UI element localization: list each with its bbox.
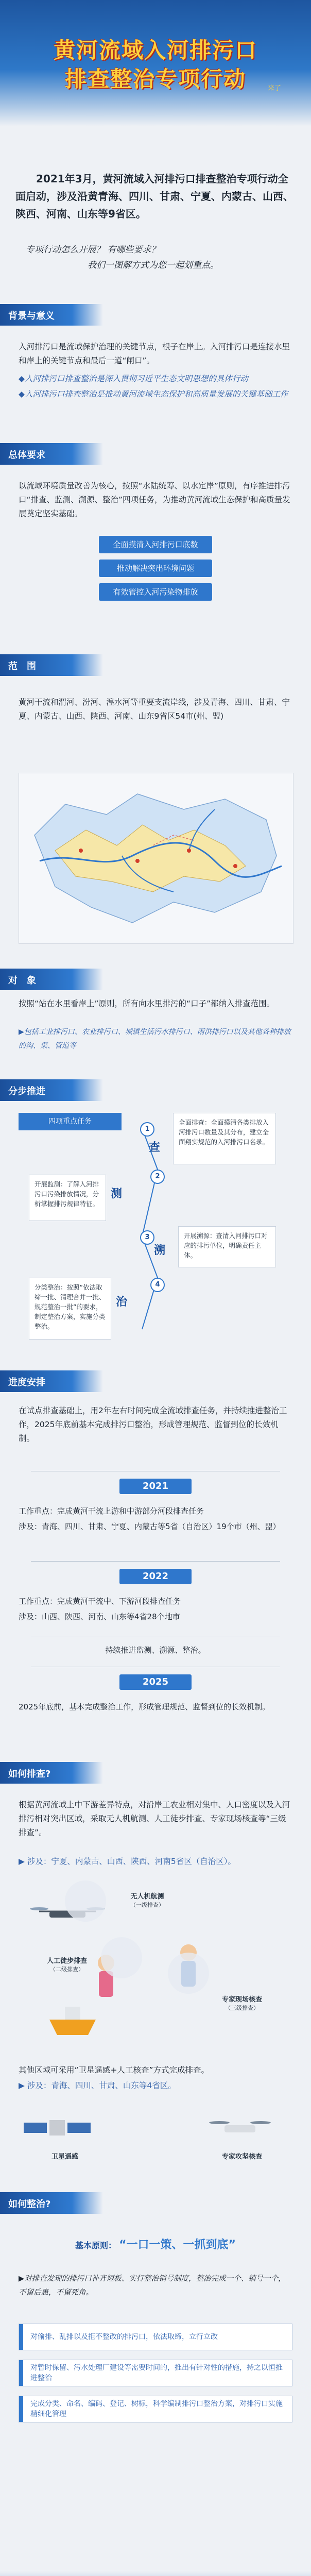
intro-paragraph: 2021年3月，黄河流域入河排污口排查整治专项行动全面启动，涉及沿黄青海、四川、甘肃、宁夏、内蒙古、山西、陕西、河南、山东等9省区。 [15, 173, 293, 220]
boat-icon [49, 2007, 96, 2035]
section-target-title: 对 象 [8, 975, 36, 986]
four-tasks-diagram [19, 1108, 292, 1370]
howto-paragraph: 根据黄河流域上中下游差异特点，对沿岸工农业相对集中、人口密度以及入河排污相对突出区域，采取无人机航测、人工徒步排查、专家现场核查等“三级排查”。 [19, 1800, 290, 1837]
background-bullet-2: ◆入河排污口排查整治是推动黄河流域生态保护和高质量发展的关键基础工作 [19, 389, 288, 399]
level3-sub: （三级排查） [225, 2005, 259, 2011]
intro-hint-line2: 我们一图解方式为您一起划重点。 [88, 260, 219, 270]
year-2025-text: 2025年底前，基本完成整治工作，形成管理规范、监督到位的长效机制。 [19, 1702, 270, 1711]
divider [31, 1561, 280, 1562]
task-title-bar: 四项重点任务 [19, 1113, 122, 1130]
list-accent-bar [19, 2360, 23, 2386]
footer-banner [0, 2571, 311, 2576]
principle-text: “一口一策、一抓到底” [119, 2239, 236, 2251]
step-number-3: 3 [140, 1230, 154, 1245]
section-howto-title: 如何排查? [8, 1769, 51, 1780]
step-1-text: 全面排查：全面摸清各类排放入河排污口数量及其分布，建立全面翔实规范的入河排污口名录。 [173, 1113, 276, 1164]
goal-pill-3: 有效管控入河污染物排放 [99, 583, 212, 601]
satellite-label: 卫星遥感 [51, 2153, 78, 2161]
goal-pill-1: 全面摸清入河排污口底数 [99, 536, 212, 553]
section-requirements-head [0, 443, 103, 465]
level2-sub: （二级排查） [50, 1966, 84, 1973]
section-steps-title: 分步推进 [8, 1086, 45, 1097]
rectify-item-1 [19, 2324, 292, 2350]
step-2-text: 开展监测：了解入河排污口污染排放情况，分析掌握排污规律特征。 [29, 1175, 106, 1221]
level1-label [116, 1891, 178, 1909]
section-scope-head [0, 654, 103, 676]
target-detail: ▶包括工业排污口、农业排污口、城镇生活污水排污口、雨洪排污口以及其他各种排放的沟、渠、管道等 [19, 1028, 291, 1050]
step-tag-1: 查 [148, 1141, 160, 1154]
progress-paragraph: 在试点排查基础上，用2年左右时间完成全流域排查任务，并持续推进整治工作，2025年底前基本完成排污口整治，形成管理规范、监督到位的长效机制。 [19, 1406, 287, 1443]
rectify-item-1-text: 对偷排、乱排以及拒不整改的排污口，依法取缔，立行立改 [30, 2333, 218, 2341]
list-accent-bar [19, 2324, 23, 2350]
rectify-item-3-text: 完成分类、命名、编码、登记、树标，科学编制排污口整治方案，对排污口实施精细化管理 [30, 2400, 283, 2418]
step-number-2: 2 [150, 1170, 165, 1184]
year-pill-2025: 2025 [119, 1674, 192, 1690]
section-rectify-title: 如何整治? [8, 2199, 51, 2210]
level3-label [206, 1994, 278, 2012]
yellow-river-map [19, 773, 293, 944]
year-pill-2022: 2022 [119, 1569, 192, 1584]
principle-line [19, 2236, 292, 2252]
requirements-paragraph: 以流域环境质量改善为核心，按照“水陆统筹、以水定岸”原则，有序推进排污口“排查、监测、溯源、整治”四项任务，为推动黄河流域生态保护和高质量发展奠定坚实基础。 [19, 481, 290, 518]
step-3-text: 开展溯源：查清入河排污口对应的排污单位，明确责任主体。 [178, 1226, 276, 1267]
rectify-paragraph: ▶对排查发现的排污口补齐短板、实行整治销号制度，整治完成一个、销号一个，不留后患，不留死角。 [19, 2275, 286, 2297]
hero-title [36, 36, 275, 94]
section-background-head [0, 304, 103, 326]
hero-title-line2: 排查整治专项行动 [64, 66, 246, 92]
section-howto-head [0, 1762, 103, 1784]
rectify-item-2 [19, 2360, 292, 2386]
level1-sub: （一级排查） [130, 1902, 164, 1908]
intro-hint [26, 242, 285, 273]
map-illustration [19, 773, 293, 943]
section-target-head [0, 969, 103, 990]
section-progress-head [0, 1370, 103, 1392]
section-rectify-head [0, 2192, 103, 2214]
principle-label: 基本原则： [75, 2241, 116, 2250]
level1-title: 无人机航测 [130, 1893, 164, 1901]
target-paragraph: 按照“站在水里看岸上”原则，所有向水里排污的“口子”都纳入排查范围。 [19, 999, 275, 1008]
year-2021-work: 工作重点：完成黄河干流上游和中游部分河段排查任务 [19, 1506, 204, 1516]
hero-badge: 来了 [268, 84, 282, 92]
level2-label [31, 1955, 103, 1973]
goal-pill-2: 推动解决突出环境问题 [99, 560, 212, 577]
step-tag-4: 治 [115, 1295, 127, 1309]
background-paragraph: 入河排污口是流域保护治理的关键节点，根子在岸上。入河排污口是连接水里和岸上的关键节点和最后一道“闸口”。 [19, 342, 290, 365]
year-2022-scope: 涉及：山西、陕西、河南、山东等4省28个地市 [19, 1612, 180, 1621]
section-requirements-title: 总体要求 [8, 450, 45, 461]
rectify-item-3 [19, 2396, 292, 2422]
ongoing-note: 持续推进监测、溯源、整治。 [105, 1646, 206, 1655]
intro-hint-line1: 专项行动怎么开展？ 有哪些要求？ [26, 245, 160, 255]
section-scope-title: 范 围 [8, 661, 36, 672]
background-bullet-1: ◆入河排污口排查整治是深入贯彻习近平生态文明思想的具体行动 [19, 374, 248, 383]
step-4-text: 分类整治：按照“依法取缔一批、清理合并一批、规范整治一批”的要求，制定整治方案，实施分类整治。 [29, 1278, 111, 1340]
hero-banner [0, 0, 311, 126]
hero-title-line1: 黄河流域入河排污口 [53, 38, 257, 63]
rectify-item-2-text: 对暂时保留、污水处理厂建设等需要时间的，推出有针对性的措施，持之以恒推进整治 [30, 2364, 283, 2382]
howto-scope-2: ▶ 涉及：青海、四川、甘肃、山东等4省区。 [19, 2081, 176, 2090]
step-tag-3: 溯 [153, 1244, 165, 1257]
expert-team-label: 专家攻坚核查 [221, 2153, 262, 2161]
year-pill-2021: 2021 [119, 1479, 192, 1494]
year-2022-work: 工作重点：完成黄河干流中、下游河段排查任务 [19, 1597, 181, 1606]
section-progress-title: 进度安排 [8, 1377, 45, 1388]
step-number-1: 1 [140, 1122, 154, 1137]
scope-paragraph: 黄河干流和渭河、汾河、湟水河等重要支流岸线，涉及青海、四川、甘肃、宁夏、内蒙古、山西、陕西、河南、山东9省区54市(州、盟) [19, 698, 290, 721]
step-number-4: 4 [150, 1278, 165, 1292]
list-accent-bar [19, 2396, 23, 2422]
howto-scope-1: ▶ 涉及：宁夏、内蒙古、山西、陕西、河南5省区（自治区）。 [19, 1857, 236, 1866]
howto-paragraph-2: 其他区域可采用“卫星遥感+人工核查”方式完成排查。 [19, 2065, 210, 2075]
year-2021-scope: 涉及：青海、四川、甘肃、宁夏、内蒙古等5省（自治区）19个市（州、盟） [19, 1522, 281, 1531]
section-background-title: 背景与意义 [8, 311, 55, 321]
section-steps-head [0, 1079, 103, 1101]
satellite-illustration [19, 2099, 292, 2172]
level2-title: 人工徒步排查 [46, 1957, 87, 1965]
quadcopter-icon [209, 2121, 271, 2132]
level3-title: 专家现场核查 [221, 1996, 262, 2004]
step-tag-2: 测 [110, 1187, 122, 1200]
satellite-icon [24, 2120, 91, 2136]
